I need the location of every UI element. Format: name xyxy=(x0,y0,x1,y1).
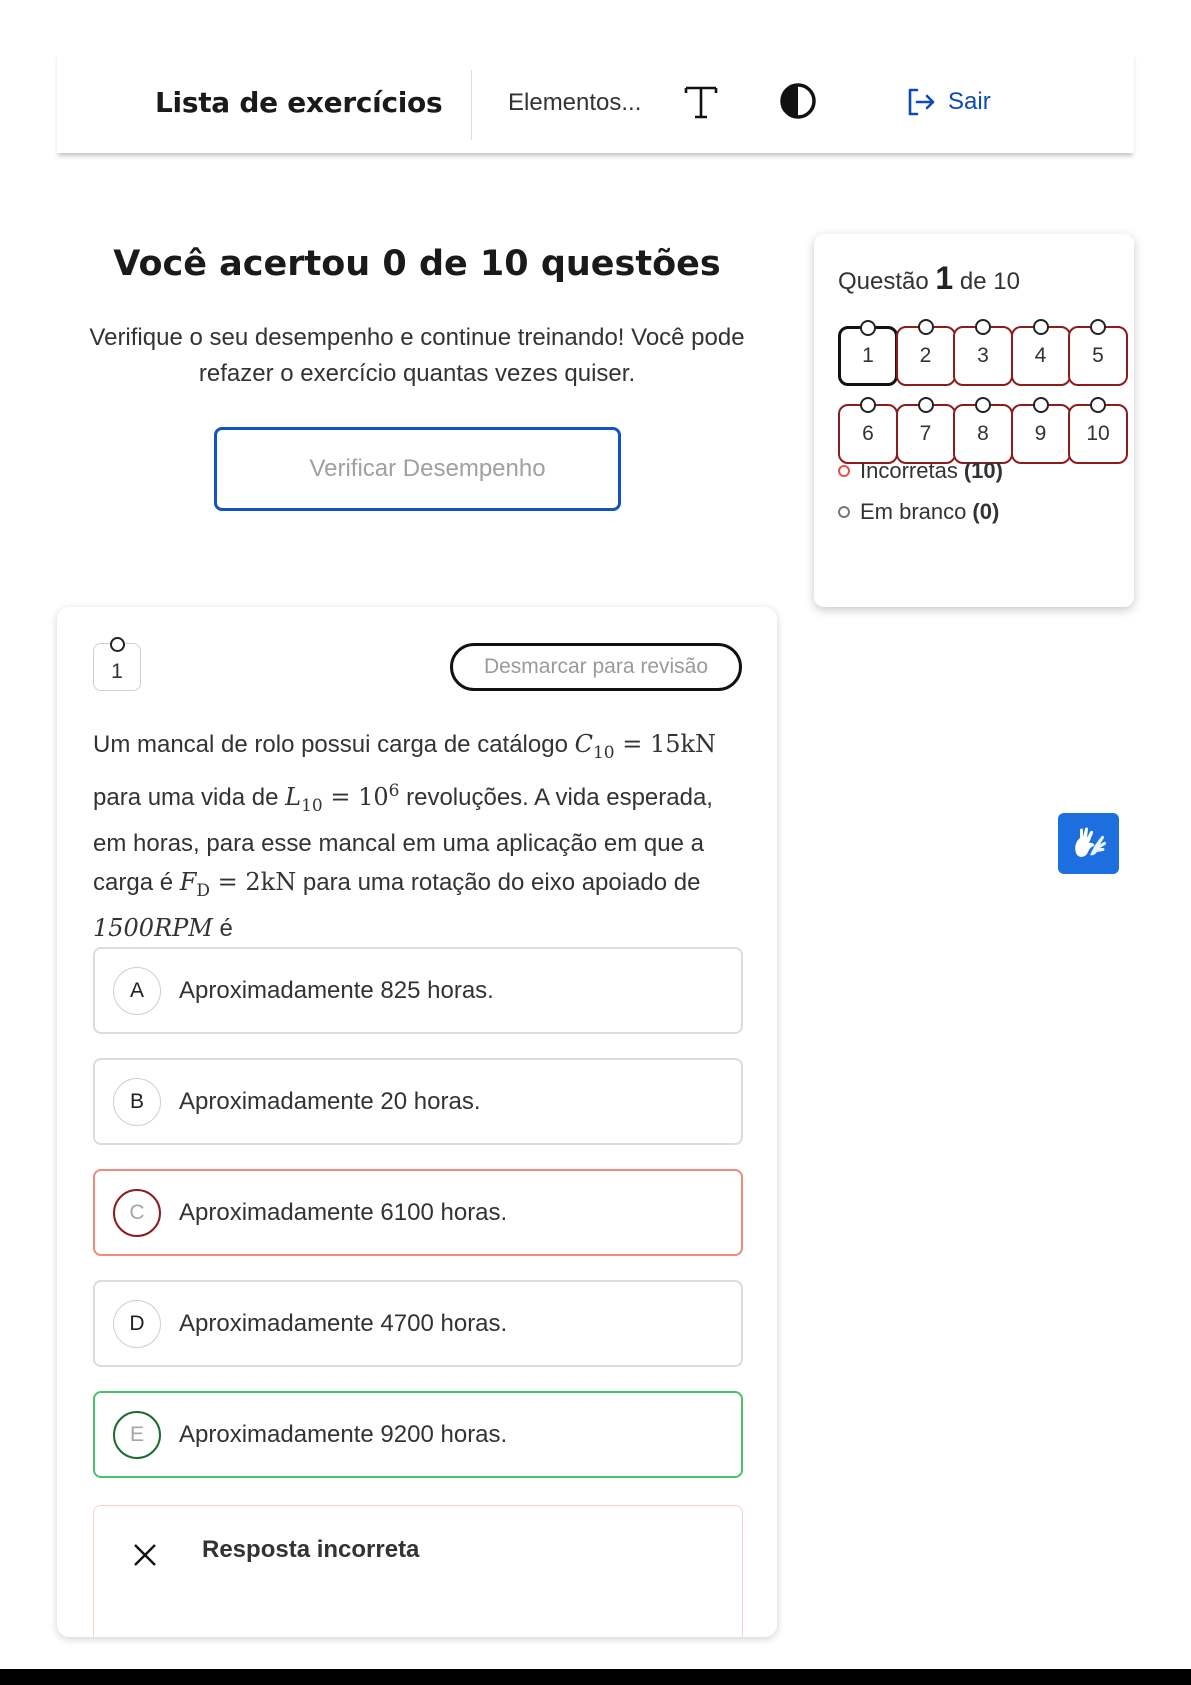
close-icon xyxy=(132,1542,158,1568)
pin-icon xyxy=(918,397,934,413)
question-number-badge xyxy=(93,643,141,691)
pin-icon xyxy=(110,637,125,652)
option-text: Aproximadamente 6100 horas. xyxy=(179,1198,508,1226)
math-load: $F_D = 2kN$ xyxy=(179,867,297,901)
header-divider xyxy=(471,70,472,140)
sign-language-button[interactable] xyxy=(1058,813,1119,874)
question-navigator-panel xyxy=(814,234,1134,607)
question-counter xyxy=(838,260,1020,297)
stem-text: Um mancal de rolo possui carga de catálogo xyxy=(93,731,575,758)
question-nav-label: 6 xyxy=(862,422,874,445)
option-e[interactable] xyxy=(93,1391,743,1478)
feedback-box xyxy=(93,1505,743,1637)
legend-incorrect-count: (10) xyxy=(963,458,1003,483)
question-nav-label: 7 xyxy=(919,422,932,445)
contrast-icon[interactable] xyxy=(779,82,817,120)
legend-blank-label: Em branco xyxy=(860,499,967,524)
question-number: 1 xyxy=(111,660,123,683)
question-nav-label: 9 xyxy=(1034,422,1047,445)
feedback-title: Resposta incorreta xyxy=(202,1536,420,1563)
option-text: Aproximadamente 20 horas. xyxy=(179,1087,481,1115)
font-size-icon[interactable] xyxy=(680,80,722,124)
math-catalog-load: $C_{10} = 15kN$ xyxy=(574,730,717,763)
question-counter-current: 1 xyxy=(935,260,954,296)
legend-incorrect xyxy=(838,458,1003,484)
question-nav-label: 1 xyxy=(862,344,874,367)
option-letter: B xyxy=(113,1078,161,1126)
incorrect-dot-icon xyxy=(838,465,850,477)
question-counter-suffix: de 10 xyxy=(959,268,1020,295)
legend-blank xyxy=(838,499,999,525)
logout-label: Sair xyxy=(948,88,991,115)
math-rpm: 1500RPM xyxy=(93,914,213,943)
pin-icon xyxy=(1033,397,1049,413)
math-life: $L_{10} = 10^6$ xyxy=(285,780,400,816)
result-subtitle: Verifique o seu desempenho e continue treinando! Você pode refazer o exercício quantas vezes quiser. xyxy=(89,324,745,387)
top-header xyxy=(57,52,1134,153)
question-nav-label: 2 xyxy=(919,344,932,367)
option-letter: D xyxy=(113,1300,161,1348)
pin-icon xyxy=(1033,319,1049,335)
page-title: Lista de exercícios xyxy=(155,86,443,119)
question-nav-label: 5 xyxy=(1092,344,1104,367)
option-letter: A xyxy=(113,967,161,1015)
question-nav-5[interactable] xyxy=(1068,326,1128,386)
question-counter-prefix: Questão xyxy=(838,268,929,295)
question-nav-label: 4 xyxy=(1034,344,1047,367)
stem-text: é xyxy=(212,915,233,943)
stem-text: revoluções. A vida esperada, em horas, para esse mancal em uma aplicação em que a carga é xyxy=(93,783,713,896)
question-nav-label: 3 xyxy=(977,344,989,367)
question-stem xyxy=(93,725,747,948)
question-nav-6[interactable] xyxy=(838,404,898,464)
question-nav-1[interactable] xyxy=(838,326,898,386)
stem-text: para uma vida de xyxy=(93,783,286,811)
question-nav-2[interactable] xyxy=(896,326,956,386)
pin-icon xyxy=(860,397,876,413)
option-d[interactable] xyxy=(93,1280,743,1367)
pin-icon xyxy=(1090,397,1106,413)
pin-icon xyxy=(1090,319,1106,335)
question-nav-9[interactable] xyxy=(1011,404,1071,464)
verify-performance-button[interactable]: Verificar Desempenho xyxy=(214,427,621,511)
elements-menu[interactable]: Elementos... xyxy=(508,89,642,116)
option-a[interactable] xyxy=(93,947,743,1034)
legend-incorrect-label: Incorretas xyxy=(860,458,958,483)
question-card xyxy=(57,607,777,1637)
question-nav-label: 10 xyxy=(1086,422,1110,445)
result-title: Você acertou 0 de 10 questões xyxy=(113,244,721,284)
bottom-bar xyxy=(0,1669,1191,1685)
question-nav-3[interactable] xyxy=(953,326,1013,386)
question-nav-4[interactable] xyxy=(1011,326,1071,386)
question-nav-10[interactable] xyxy=(1068,404,1128,464)
sign-language-icon xyxy=(1068,823,1110,865)
pin-icon xyxy=(860,320,876,336)
stem-text: para uma rotação do eixo apoiado de xyxy=(296,868,701,896)
option-text: Aproximadamente 9200 horas. xyxy=(179,1420,508,1448)
option-letter: E xyxy=(113,1411,161,1459)
pin-icon xyxy=(918,319,934,335)
option-letter: C xyxy=(113,1189,161,1237)
legend-blank-count: (0) xyxy=(972,499,1000,524)
pin-icon xyxy=(975,319,991,335)
question-nav-8[interactable] xyxy=(953,404,1013,464)
question-nav-7[interactable] xyxy=(896,404,956,464)
option-text: Aproximadamente 825 horas. xyxy=(179,976,494,1004)
logout-button[interactable] xyxy=(904,82,991,122)
pin-icon xyxy=(975,397,991,413)
logout-icon xyxy=(904,85,938,119)
option-text: Aproximadamente 4700 horas. xyxy=(179,1309,508,1337)
question-nav-label: 8 xyxy=(977,422,989,445)
option-c[interactable] xyxy=(93,1169,743,1256)
option-b[interactable] xyxy=(93,1058,743,1145)
blank-dot-icon xyxy=(838,506,850,518)
unmark-review-button[interactable]: Desmarcar para revisão xyxy=(450,643,742,691)
